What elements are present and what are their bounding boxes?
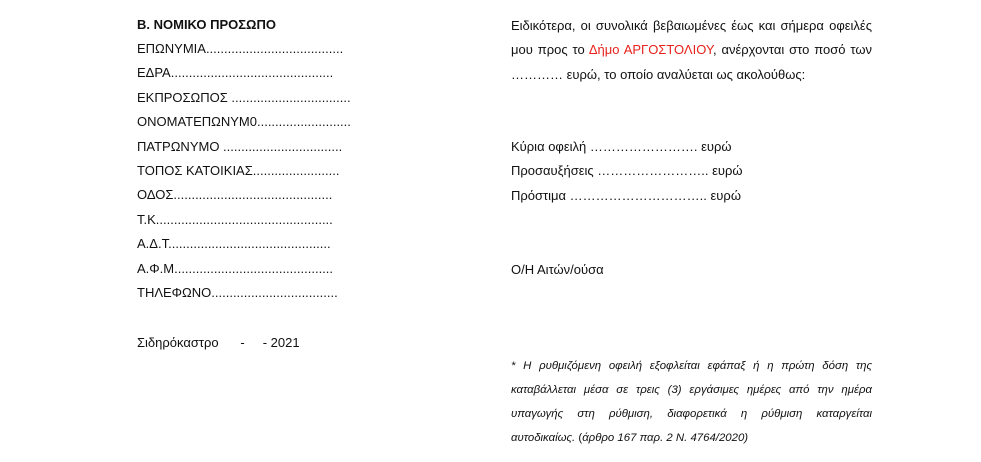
amount-principal[interactable]: Κύρια οφειλή ……………………. ευρώ xyxy=(511,139,732,154)
footnote-text: * Η ρυθμιζόμενη οφειλή εξοφλείται εφάπαξ ή η πρώτη δόση της καταβάλλεται μέσα σε τρεις (3) εργάσιμες ημέρες από την ημέρα υπαγωγής στη ρύθμιση, διαφορετικά η ρύθμιση καταργείται αυτοδικαίως. xyxy=(511,360,872,444)
applicant-signature-label: Ο/Η Αιτών/ούσα xyxy=(511,262,604,277)
amount-surcharges[interactable]: Προσαυξήσεις …………………….. ευρώ xyxy=(511,163,743,179)
field-tax-number[interactable]: Α.Φ.Μ............................................ xyxy=(137,260,334,276)
section-heading: Β. ΝΟΜΙΚΟ ΠΡΟΣΩΠΟ xyxy=(137,17,276,32)
footnote xyxy=(511,354,872,450)
amount-fines[interactable]: Πρόστιμα ………………………….. ευρώ xyxy=(511,187,741,203)
debt-statement xyxy=(511,14,872,87)
place-date-line[interactable]: Σιδηρόκαστρο - - 2021 xyxy=(137,335,300,350)
field-phone[interactable]: ΤΗΛΕΦΩΝΟ................................... xyxy=(137,284,338,300)
field-street[interactable]: ΟΔΟΣ............................................ xyxy=(137,187,333,203)
field-fathers-name[interactable]: ΠΑΤΡΩΝΥΜΟ ................................. xyxy=(137,138,343,154)
intro-text-before: Ειδικότερα, οι συνολικά βεβαιωμένες έως και σήμερα οφειλές μου προς το xyxy=(511,18,872,58)
footnote-legal-reference: άρθρο 167 παρ. 2 Ν. 4764/2020) xyxy=(582,432,749,444)
legal-entity-section xyxy=(137,16,467,308)
field-id-number[interactable]: Α.Δ.Τ............................................. xyxy=(137,236,331,252)
field-postal-code[interactable]: Τ.Κ................................................. xyxy=(137,211,333,227)
field-representative[interactable]: ΕΚΠΡΟΣΩΠΟΣ ................................. xyxy=(137,89,351,105)
field-full-name[interactable]: ΟΝΟΜΑΤΕΠΩΝΥΜ0.......................... xyxy=(137,114,351,130)
field-residence[interactable]: ΤΟΠΟΣ ΚΑΤΟΙΚΙΑΣ........................ xyxy=(137,162,340,178)
debt-intro-paragraph xyxy=(511,14,872,87)
intro-text-after: , ανέρχονται στο ποσό των ………… ευρώ, το οποίο αναλύεται ως ακολούθως: xyxy=(511,42,873,82)
amounts-breakdown xyxy=(511,138,743,211)
field-company-name[interactable]: ΕΠΩΝΥΜΙΑ...................................... xyxy=(137,41,344,56)
footnote-ref-paren: ( xyxy=(578,432,583,444)
municipality-name: Δήμο ΑΡΓΟΣΤΟΛΙΟΥ xyxy=(588,42,713,58)
field-seat[interactable]: ΕΔΡΑ............................................. xyxy=(137,65,334,81)
